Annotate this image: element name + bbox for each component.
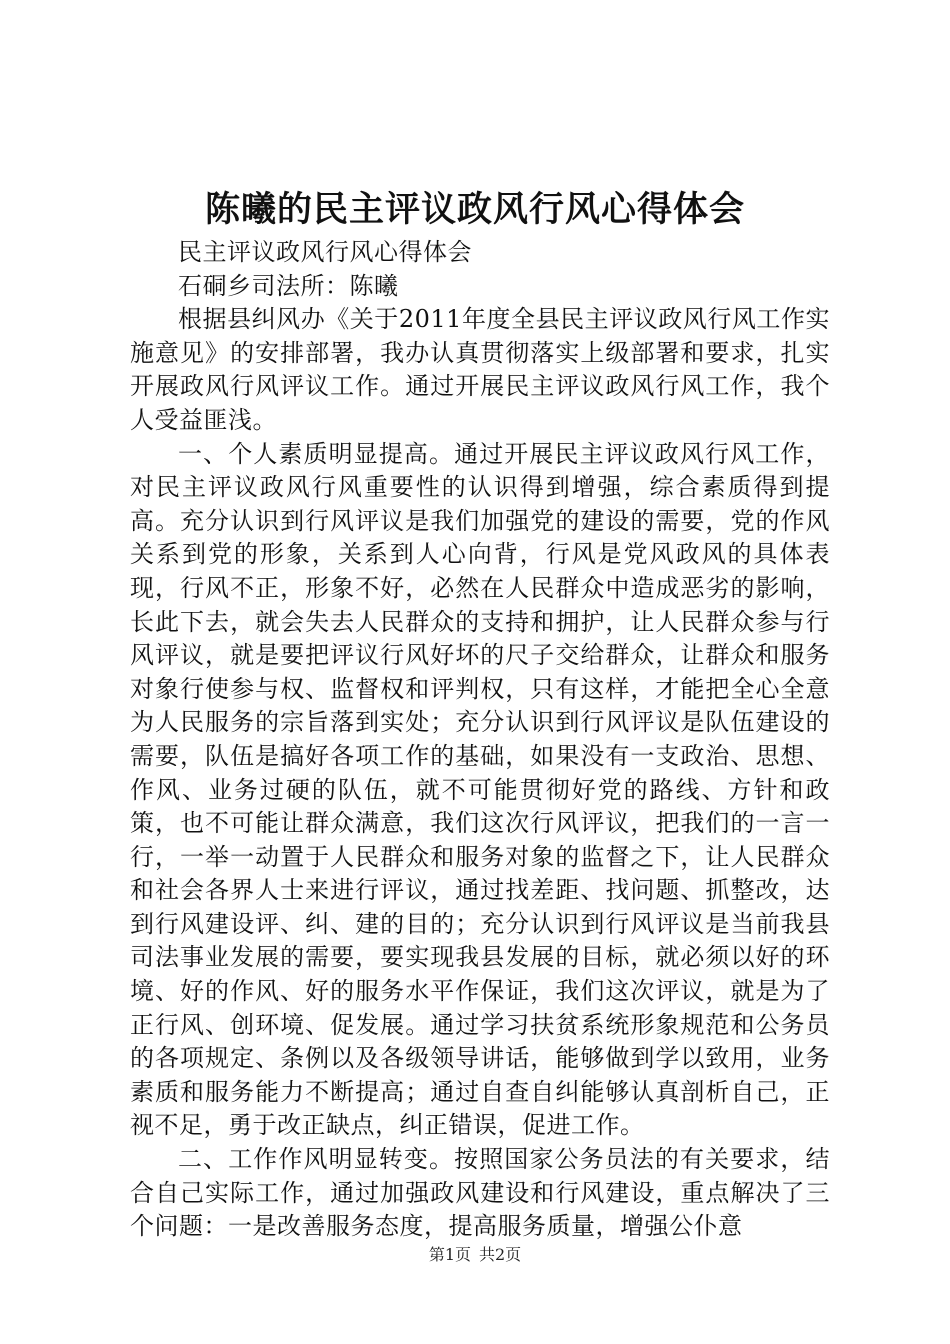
document-body (130, 236, 830, 1244)
page-number-current: 第1页 (428, 1245, 471, 1264)
author-paragraph: 石硐乡司法所：陈曦 (178, 271, 399, 300)
page-number-total: 共2页 (479, 1245, 522, 1264)
document-title: 陈曦的民主评议政风行风心得体会 (204, 189, 745, 230)
subtitle-paragraph: 民主评议政风行风心得体会 (178, 238, 472, 266)
section-two-paragraph: 二、工作作风明显转变。按照国家公务员法的有关要求，结合自己实际工作，通过加强政风建设和行风建设，重点解决了三个问题：一是改善服务态度，提高服务质量，增强公仆意 (130, 1145, 830, 1241)
page-footer (0, 1242, 950, 1265)
intro-paragraph: 根据县纠风办《关于2011年度全县民主评议政风行风工作实施意见》的安排部署，我办认真贯彻落实上级部署和要求，扎实开展政风行风评议工作。通过开展民主评议政风行风工作，我个人受益匪浅。 (130, 305, 830, 434)
section-one-paragraph: 一、个人素质明显提高。通过开展民主评议政风行风工作，对民主评议政风行风重要性的认识得到增强，综合素质得到提高。充分认识到行风评议是我们加强党的建设的需要，党的作风关系到党的形象，关系到人心向背，行风是党风政风的具体表现，行风不正，形象不好，必然在人民群众中造成恶劣的影响，长此下去，就会失去人民群众的支持和拥护，让人民群众参与行风评议，就是要把评议行风好坏的尺子交给群众，让群众和服务对象行使参与权、监督权和评判权，只有这样，才能把全心全意为人民服务的宗旨落到实处；充分认识到行风评议是队伍建设的需要，队伍是搞好各项工作的基础，如果没有一支政治、思想、作风、业务过硬的队伍，就不可能贯彻好党的路线、方针和政策，也不可能让群众满意，我们这次行风评议，把我们的一言一行，一举一动置于人民群众和服务对象的监督之下，让人民群众和社会各界人士来进行评议，通过找差距、找问题、抓整改，达到行风建设评、纠、建的目的；充分认识到行风评议是当前我县司法事业发展的需要，要实现我县发展的目标，就必须以好的环境、好的作风、好的服务水平作保证，我们这次评议，就是为了正行风、创环境、促发展。通过学习扶贫系统形象规范和公务员的各项规定、条例以及各级领导讲话，能够做到学以致用，业务素质和服务能力不断提高；通过自查自纠能够认真剖析自己，正视不足，勇于改正缺点，纠正错误，促进工作。 (130, 439, 830, 1140)
